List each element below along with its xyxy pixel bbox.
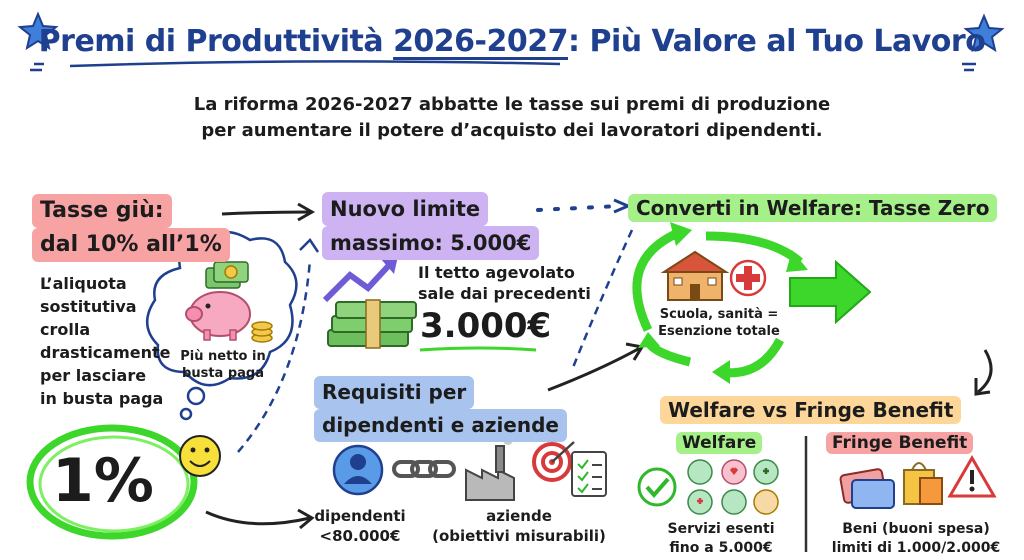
limit-heading: Nuovo limite massimo: 5.000€ [322,192,539,260]
bubble-text: Più netto in busta paga [180,349,266,381]
arrow-limit-to-welfare [538,200,628,212]
person-icon [334,446,382,494]
shopping-bag-icon [904,463,942,504]
companies-requirement: aziende (obiettivi misurabili) [432,507,606,545]
title-dash-right [962,64,976,70]
fringe-column-title: Fringe Benefit [826,432,973,454]
money-growth-icon [325,256,416,348]
tax-description: L’aliquota sostitutiva crolla drasticamente per lasciare in busta paga [40,274,171,408]
comparison-heading: Welfare vs Fringe Benefit [660,396,961,424]
rate-value: 1% [52,446,154,516]
tax-heading [32,194,230,262]
title-underline [70,61,560,66]
checklist-icon [572,452,606,496]
gift-card-icon [840,469,894,508]
value-underline [420,348,536,350]
page-title: Premi di Produttività 2026-2027: Più Valore al Tuo Lavoro [38,24,986,59]
arrow-cycle-to-comparison [976,350,991,394]
fringe-column-text: Beni (buoni spesa) limiti di 1.000/2.000€ [831,521,1001,556]
hospital-cross-icon [731,261,765,295]
welfare-column-text: Servizi esenti fino a 5.000€ [667,521,775,556]
subtitle-line-2: per aumentare il potere d’acquisto dei lavoratori dipendenti. [201,120,823,141]
tax-heading-line-2: dal 10% all’1% [32,228,230,262]
welfare-convert-heading: Converti in Welfare: Tasse Zero [628,194,997,222]
welfare-convert-caption: Scuola, sanità = Esenzione totale [658,307,780,339]
checkmark-icon [639,469,675,505]
smiley-icon [180,436,220,476]
warning-icon [950,458,994,496]
target-icon [534,442,574,480]
welfare-cycle [637,222,870,384]
arrow-tax-to-limit [222,204,312,220]
welfare-services-icons [688,460,778,514]
school-icon [664,252,726,300]
limit-previous-value: 3.000€ [420,306,552,346]
limit-text: Il tetto agevolato sale dai precedenti [418,263,591,303]
title-dash-left [30,64,44,70]
tax-heading-line-1: Tasse giù: [32,194,172,228]
welfare-column-title: Welfare [676,432,762,454]
arrow-rate-to-requirements [206,510,312,528]
requirements-heading: Requisiti per dipendenti e aziende [314,376,567,442]
subtitle-line-1: La riforma 2026-2027 abbatte le tasse sui premi di produzione [193,94,831,115]
chain-link-icon [394,462,454,476]
employees-requirement: dipendenti <80.000€ [314,507,406,545]
